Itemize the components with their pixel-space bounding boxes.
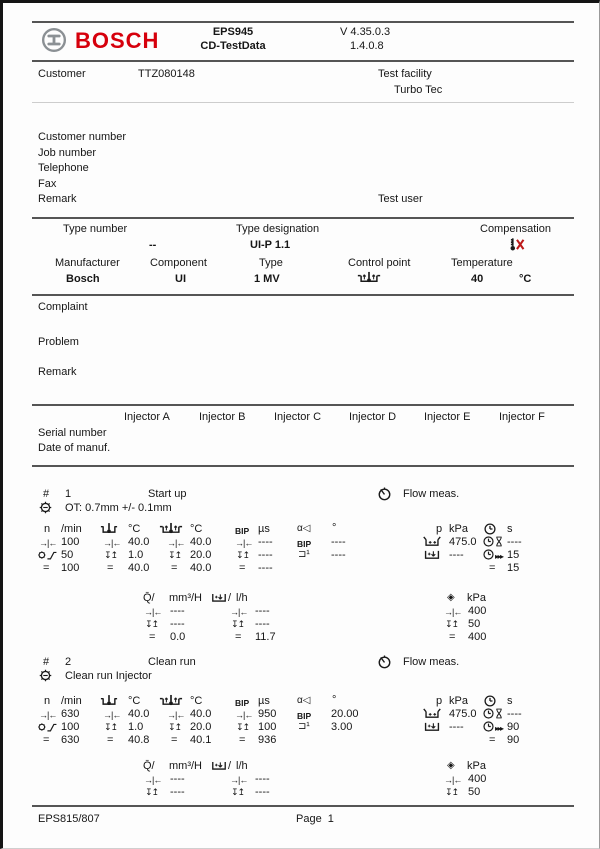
n-tolerance-value: 100 [61,721,80,733]
return-flow-icon [211,760,227,771]
q-unit: mm³/H [169,760,202,772]
setpoint-icon: →|← [144,775,162,785]
pressure-column-header: p [436,523,443,535]
pk-setpoint-value: 400 [468,605,487,617]
test-oil-temp-icon [159,522,183,535]
oil-temp-icon [100,694,118,707]
time-icon [484,523,496,535]
bip-tolerance-value: ---- [258,549,273,561]
nozzle-pressure-icon: ◈ [447,592,455,603]
control-point-label: Control point [348,257,411,269]
date-of-manuf-label: Date of manuf. [38,442,111,454]
q-tolerance-value: ---- [170,618,185,630]
step2-hash: # [43,656,50,668]
pressure-return-icon [423,549,441,560]
divider-type-top [32,217,574,219]
step2-number: 2 [65,656,72,668]
q-unit: mm³/H [169,592,202,604]
tolerance-icon: ↧↥ [445,787,459,797]
injector-a-header: Injector A [124,411,170,423]
actual-equals: = [107,734,114,746]
setpoint-icon: →|← [103,538,121,548]
clock-icon [483,708,494,719]
actual-equals: = [107,562,114,574]
tolerance-icon: ↧↥ [231,619,245,629]
tolerance-icon: ↧↥ [445,619,459,629]
pressure-return-value: ---- [449,549,464,561]
type-designation-label: Type designation [236,223,320,235]
bosch-logo-icon [41,27,67,53]
type-number-label: Type number [63,223,128,235]
bip-actual-value: 936 [258,734,277,746]
type-designation-value: UI-P 1.1 [250,239,291,251]
test-facility-label: Test facility [378,68,432,80]
bip-row-label: BIP [297,711,312,721]
lh-actual-value: 11.7 [255,631,276,643]
time-icon [484,695,496,707]
tolerance-icon: ↧↥ [231,787,245,797]
alpha-unit: ° [332,522,337,534]
flow-meter-icon [377,486,392,501]
actual-equals: = [149,631,156,643]
divider-light [32,102,574,103]
lh-tolerance-value: ---- [255,618,270,630]
injector-c-header: Injector C [274,411,322,423]
pressure-supply-icon [421,708,443,719]
pressure-unit: kPa [449,523,468,535]
wait-hourglass-icon [495,536,503,547]
setpoint-icon: →|← [235,538,253,548]
n-unit: /min [61,523,82,535]
component-value: UI [175,273,186,285]
actual-equals: = [489,734,496,746]
setpoint-icon: →|← [230,775,248,785]
pk-tolerance-value: 50 [468,786,481,798]
n-setpoint-value: 630 [61,708,80,720]
pk-tolerance-value: 50 [468,618,481,630]
telephone-label: Telephone [38,162,89,174]
lh-tolerance-value: ---- [255,786,270,798]
page-number: Page 1 [296,813,334,825]
n-tolerance-value: 50 [61,549,74,561]
t1-setpoint-value: 40.0 [128,536,150,548]
actual-equals: = [235,631,242,643]
t1-setpoint-value: 40.0 [128,708,150,720]
problem-label: Problem [38,336,79,348]
speed-ramp-icon [36,549,58,561]
bip-setpoint-value: ---- [258,536,273,548]
type-label: Type [259,257,283,269]
slash: / [228,592,232,604]
injector-b-header: Injector B [199,411,246,423]
actual-equals: = [489,562,496,574]
type-number-value: -- [149,239,157,251]
n-setpoint-value: 100 [61,536,80,548]
oil-temp-unit: °C [128,695,141,707]
q-column-header: Q̄/ [143,592,155,604]
device-id: EPS815/807 [38,813,100,825]
alpha-column-header: α◁ [297,695,311,706]
run-time-icon: ▸▸▸ [495,724,503,733]
actual-equals: = [239,734,246,746]
control-point-icon [356,271,382,284]
n-column-header: n [44,695,51,707]
run-time-icon: ▸▸▸ [495,552,503,561]
alpha-unit: ° [332,694,337,706]
version-line-1: V 4.35.0.3 [340,26,391,38]
bip-column-header: BIP [235,698,250,708]
q1-row-label: ⊐¹ [298,721,310,732]
step2-subtitle: Clean run Injector [65,670,152,682]
n-actual-value: 100 [61,562,80,574]
wait-time-value: ---- [507,708,522,720]
bip-tolerance-value: 100 [258,721,277,733]
setpoint-icon: →|← [167,710,185,720]
q-setpoint-value: ---- [170,773,185,785]
pressure-return-icon [423,721,441,732]
alpha-column-header: α◁ [297,523,311,534]
divider-header [32,60,574,62]
product-title: EPS945 [212,26,254,38]
divider-notes-top [32,294,574,296]
test-facility-value: Turbo Tec [394,84,443,96]
customer-label: Customer [38,68,86,80]
brand-text: BOSCH [75,28,160,53]
tolerance-icon: ↧↥ [168,722,182,732]
flow-meas-label: Flow meas. [403,488,460,500]
oil-temp-icon [100,522,118,535]
step1-hash: # [43,488,50,500]
actual-equals: = [449,631,456,643]
slash: / [228,760,232,772]
tolerance-icon: ↧↥ [145,619,159,629]
t1-actual-value: 40.8 [128,734,150,746]
alpha-q1-value: 3.00 [331,721,353,733]
q-tolerance-value: ---- [170,786,185,798]
bip-unit: µs [258,695,270,707]
tolerance-icon: ↧↥ [236,722,250,732]
step2-title: Clean run [148,656,196,668]
t2-actual-value: 40.0 [190,562,212,574]
temperature-value: 40 [471,273,484,285]
setpoint-icon: →|← [444,607,462,617]
step-gear-icon [39,501,52,514]
tolerance-icon: ↧↥ [168,550,182,560]
remark-label: Remark [38,193,77,205]
t1-actual-value: 40.0 [128,562,150,574]
tolerance-icon: ↧↥ [236,550,250,560]
job-number-label: Job number [38,147,97,159]
divider-step1-top [32,465,574,467]
bip-setpoint-value: 950 [258,708,277,720]
manufacturer-label: Manufacturer [55,257,120,269]
pressure-setpoint-value: 475.0 [449,536,477,548]
pressure-setpoint-value: 475.0 [449,708,477,720]
speed-ramp-icon [36,721,58,733]
q-actual-value: 0.0 [170,631,186,643]
setpoint-icon: →|← [39,710,57,720]
q1-row-label: ⊐¹ [298,549,310,560]
time-actual-value: 90 [507,734,520,746]
customer-value: TTZ080148 [138,68,195,80]
pressure-return-value: ---- [449,721,464,733]
pk-setpoint-value: 400 [468,773,487,785]
setpoint-icon: →|← [39,538,57,548]
actual-equals: = [171,734,178,746]
oil-temp-unit: °C [128,523,141,535]
nozzle-pressure-unit: kPa [467,592,486,604]
setpoint-icon: →|← [144,607,162,617]
t2-setpoint-value: 40.0 [190,536,212,548]
t2-setpoint-value: 40.0 [190,708,212,720]
t2-actual-value: 40.1 [190,734,212,746]
remark-section-label: Remark [38,366,77,378]
alpha-bip-value: ---- [331,536,346,548]
temperature-label: Temperature [451,257,513,269]
test-user-label: Test user [378,193,423,205]
q-column-header: Q̄/ [143,760,155,772]
n-unit: /min [61,695,82,707]
actual-equals: = [43,734,50,746]
compensation-label: Compensation [480,223,551,235]
tolerance-icon: ↧↥ [145,787,159,797]
bip-unit: µs [258,523,270,535]
time-unit: s [507,695,513,707]
setpoint-icon: →|← [444,775,462,785]
return-flow-icon [211,592,227,603]
nozzle-pressure-icon: ◈ [447,760,455,771]
actual-equals: = [239,562,246,574]
run-time-value: 90 [507,721,520,733]
step1-title: Start up [148,488,187,500]
lh-unit: l/h [236,592,248,604]
wait-time-value: ---- [507,536,522,548]
temperature-unit: °C [519,273,532,285]
t2-tolerance-value: 20.0 [190,549,212,561]
bip-actual-value: ---- [258,562,273,574]
tolerance-icon: ↧↥ [104,722,118,732]
flow-meter-icon [377,654,392,669]
manufacturer-value: Bosch [66,273,100,285]
bip-column-header: BIP [235,526,250,536]
setpoint-icon: →|← [235,710,253,720]
lh-setpoint-value: ---- [255,605,270,617]
clock-icon [483,549,494,560]
setpoint-icon: →|← [230,607,248,617]
t1-tolerance-value: 1.0 [128,549,144,561]
fax-label: Fax [38,178,57,190]
setpoint-icon: →|← [167,538,185,548]
divider-top [32,21,574,23]
setpoint-icon: →|← [103,710,121,720]
clock-icon [483,721,494,732]
n-actual-value: 630 [61,734,80,746]
compensation-thermometer-x-icon [508,237,525,251]
test-oil-temp-unit: °C [190,695,203,707]
complaint-label: Complaint [38,301,88,313]
time-actual-value: 15 [507,562,520,574]
t1-tolerance-value: 1.0 [128,721,144,733]
customer-number-label: Customer number [38,131,127,143]
serial-number-label: Serial number [38,427,107,439]
tolerance-icon: ↧↥ [104,550,118,560]
wait-hourglass-icon [495,708,503,719]
actual-equals: = [171,562,178,574]
step1-number: 1 [65,488,72,500]
flow-meas-label: Flow meas. [403,656,460,668]
pressure-column-header: p [436,695,443,707]
alpha-bip-value: 20.00 [331,708,359,720]
step-gear-icon [39,669,52,682]
lh-setpoint-value: ---- [255,773,270,785]
injector-f-header: Injector F [499,411,545,423]
t2-tolerance-value: 20.0 [190,721,212,733]
divider-footer [32,805,574,807]
product-subtitle: CD-TestData [200,40,266,52]
clock-icon [483,536,494,547]
pressure-supply-icon [421,536,443,547]
bip-row-label: BIP [297,539,312,549]
actual-equals: = [43,562,50,574]
pressure-unit: kPa [449,695,468,707]
step1-subtitle: OT: 0.7mm +/- 0.1mm [65,502,172,514]
injector-d-header: Injector D [349,411,397,423]
nozzle-pressure-unit: kPa [467,760,486,772]
lh-unit: l/h [236,760,248,772]
test-oil-temp-unit: °C [190,523,203,535]
n-column-header: n [44,523,51,535]
divider-injectors-top [32,404,574,406]
run-time-value: 15 [507,549,520,561]
alpha-q1-value: ---- [331,549,346,561]
injector-e-header: Injector E [424,411,471,423]
q-setpoint-value: ---- [170,605,185,617]
version-line-2: 1.4.0.8 [350,40,384,52]
test-oil-temp-icon [159,694,183,707]
time-unit: s [507,523,513,535]
type-value: 1 MV [254,273,280,285]
pk-actual-value: 400 [468,631,487,643]
component-label: Component [150,257,207,269]
